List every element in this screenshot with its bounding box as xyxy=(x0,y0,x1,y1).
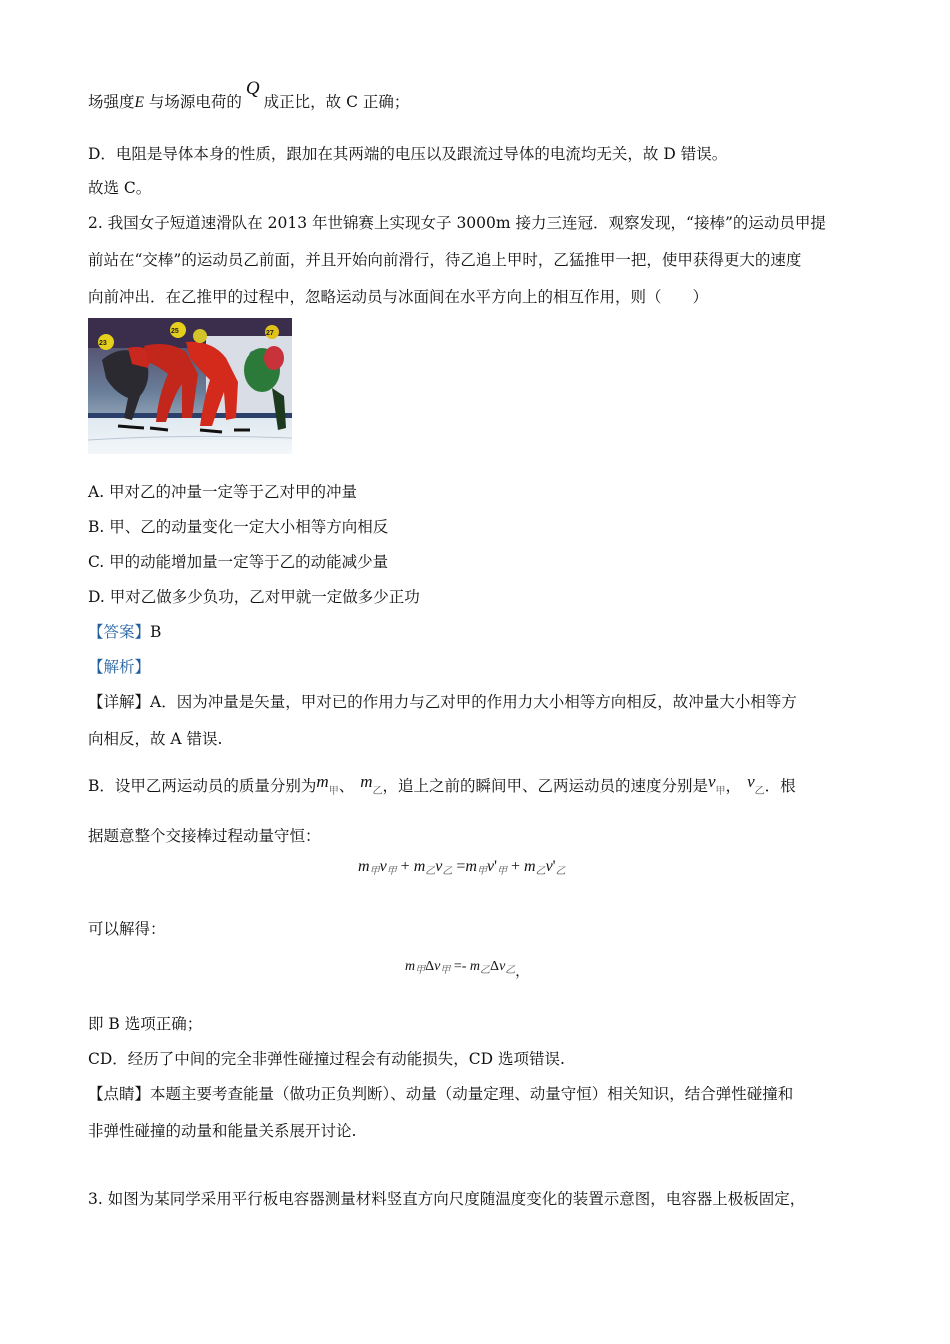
question-2-line-3: 向前冲出．在乙推甲的过程中，忽略运动员与冰面间在水平方向上的相互作用，则（ ） xyxy=(88,288,709,306)
detail-line-1: 【详解】A．因为冲量是矢量，甲对已的作用力与乙对甲的作用力大小相等方向相反，故冲量大小相等方 xyxy=(88,693,797,711)
option-a: A. 甲对乙的冲量一定等于乙对甲的冲量 xyxy=(88,483,358,501)
question-3-line-1: 3. 如图为某同学采用平行板电容器测量材料竖直方向尺度随温度变化的装置示意图，电容器上极板固定， xyxy=(88,1190,806,1208)
b-correct-line: 即 B 选项正确； xyxy=(88,1015,203,1033)
question-2-line-2: 前站在“交棒”的运动员乙前面，并且开始向前滑行，待乙追上甲时，乙猛推甲一把，使甲获得更大的速度 xyxy=(88,251,802,269)
text-line-choose-c: 故选 C。 xyxy=(88,179,152,197)
speed-skating-photo xyxy=(88,318,292,454)
delta-equation: $m_甲\Delta v_甲 =- m_乙\Delta v_乙$， xyxy=(405,959,530,980)
option-b: B. 甲、乙的动量变化一定大小相等方向相反 xyxy=(88,518,389,536)
text-line-field-strength: 场强度E 与场源电荷的Q成正比，故 C 正确； xyxy=(88,78,410,111)
answer-line xyxy=(88,621,161,643)
analysis-tag: 【解析】 xyxy=(88,658,151,676)
detail-line-2: 向相反，故 A 错误. xyxy=(88,730,223,748)
helmet-number-23: 23 xyxy=(99,340,107,347)
comment-line-1: 【点睛】本题主要考查能量（做功正负判断）、动量（动量定理、动量守恒）相关知识，结合弹性碰撞和 xyxy=(88,1085,794,1103)
question-2-line-1: 2. 我国女子短道速滑队在 2013 年世锦赛上实现女子 3000m 接力三连冠．观察发现，“接棒”的运动员甲提 xyxy=(88,214,826,232)
detail-b-line-2: 据题意整个交接棒过程动量守恒： xyxy=(88,827,321,845)
text-line-option-d-resistance: D．电阻是导体本身的性质，跟加在其两端的电压以及跟流过导体的电流均无关，故 D 错误。 xyxy=(88,145,728,163)
detail-b-line: B．设甲乙两运动员的质量分别为$m_甲$、 $m_乙$，追上之前的瞬间甲、乙两运动员的速度分别是$v_甲$， $v_乙$．根 xyxy=(88,772,796,797)
cd-line: CD．经历了中间的完全非弹性碰撞过程会有动能损失，CD 选项错误. xyxy=(88,1050,565,1068)
momentum-equation: $m_甲v_甲 + m_乙v_乙 =m_甲v'_甲 + m_乙v'_乙$ xyxy=(358,858,566,877)
option-c: C. 甲的动能增加量一定等于乙的动能减少量 xyxy=(88,553,389,571)
helmet-number-27: 27 xyxy=(266,330,274,337)
solve-line: 可以解得： xyxy=(88,920,166,938)
option-d: D. 甲对乙做多少负功，乙对甲就一定做多少正功 xyxy=(88,588,420,606)
comment-line-2: 非弹性碰撞的动量和能量关系展开讨论. xyxy=(88,1122,357,1140)
helmet-number-25: 25 xyxy=(171,328,179,335)
answer-value: B xyxy=(150,623,162,641)
answer-tag: 【答案】 xyxy=(88,623,151,641)
